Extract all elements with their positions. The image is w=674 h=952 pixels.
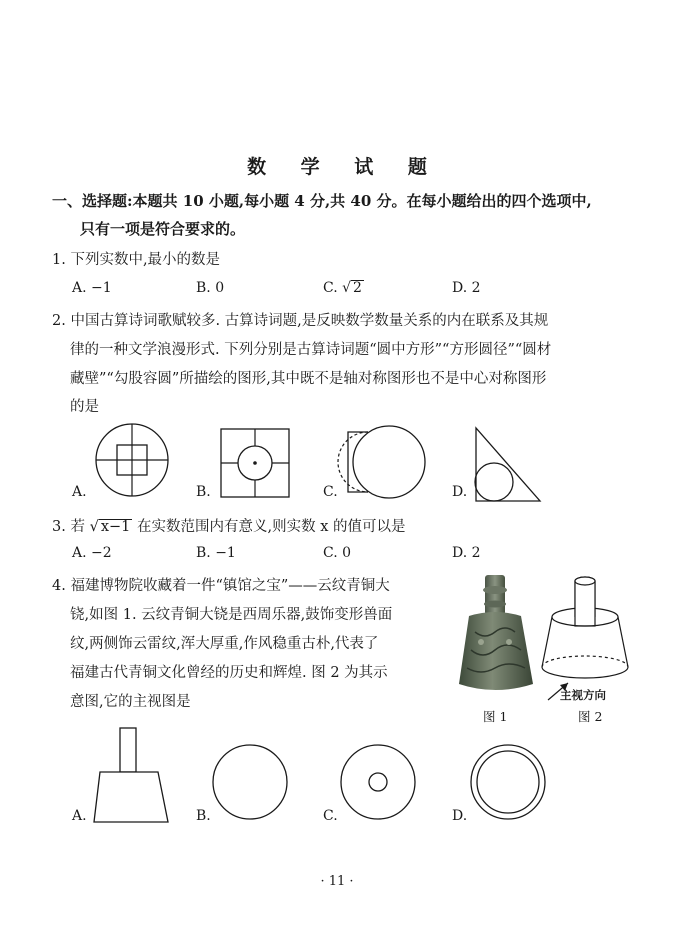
- q3-stem: [52, 515, 406, 536]
- bronze-bell-photo: [455, 572, 539, 702]
- q1-option-c-prefix: C.: [323, 280, 343, 296]
- q4-figure-c: [340, 744, 420, 824]
- q2-stem-line2: 律的一种文学浪漫形式. 下列分别是古算诗词题“圆中方形”“方形圆径”“圆材: [70, 342, 552, 358]
- q4-figure-a: [92, 726, 172, 826]
- sqrt-sign: √: [89, 519, 99, 535]
- q3-option-c: C. 0: [323, 545, 352, 561]
- q1-option-d: D. 2: [452, 280, 481, 296]
- view-direction-label: 主视方向: [560, 688, 606, 702]
- q4-label-a: A.: [72, 808, 87, 824]
- q1-option-b: B. 0: [196, 280, 225, 296]
- q4-stem-line3: 纹,两侧饰云雷纹,浑大厚重,作风稳重古朴,代表了: [70, 636, 379, 652]
- q1-stem: 1. 下列实数中,最小的数是: [52, 252, 221, 268]
- section-header-line2: 只有一项是符合要求的。: [80, 220, 246, 238]
- q4-stem-line5: 意图,它的主视图是: [70, 694, 191, 710]
- sqrt-sign: √: [342, 280, 352, 296]
- page-title: 数 学 试 题: [247, 156, 441, 178]
- q2-label-c: C.: [323, 484, 338, 500]
- q2-stem-line4: 的是: [70, 399, 99, 415]
- q3-option-b: B. −1: [196, 545, 236, 561]
- figure2-caption: 图 2: [578, 709, 603, 724]
- q1-option-c-radicand: 2: [353, 280, 362, 296]
- q2-figure-a: [95, 423, 175, 503]
- q2-figure-d: [474, 426, 544, 506]
- section-header-line1: 一、选择题:本题共 10 小题,每小题 4 分,共 40 分。在每小题给出的四个选项中,: [52, 192, 592, 210]
- q3-option-a: A. −2: [72, 545, 112, 561]
- q2-stem-line1: 2. 中国古算诗词歌赋较多. 古算诗词题,是反映数学数量关系的内在联系及其规: [52, 313, 549, 329]
- figure1-caption: 图 1: [483, 709, 508, 724]
- q4-stem-line4: 福建古代青铜文化曾经的历史和辉煌. 图 2 为其示: [70, 665, 388, 681]
- q2-figure-b: [220, 428, 292, 500]
- q1-option-c: [323, 280, 364, 296]
- q2-label-a: A.: [72, 484, 87, 500]
- q4-figure-b: [212, 744, 292, 824]
- q3-radicand: x−1: [100, 519, 131, 535]
- q3-option-d: D. 2: [452, 545, 481, 561]
- q2-stem-line3: 藏壁”“勾股容圆”所描绘的图形,其中既不是轴对称图形也不是中心对称图形: [70, 371, 547, 387]
- q4-label-b: B.: [196, 808, 211, 824]
- q2-label-b: B.: [196, 484, 211, 500]
- q4-label-c: C.: [323, 808, 338, 824]
- q3-stem-prefix: 3. 若: [52, 519, 90, 535]
- q2-label-d: D.: [452, 484, 468, 500]
- q4-stem-line1: 4. 福建博物院收藏着一件“镇馆之宝”——云纹青铜大: [52, 578, 390, 594]
- q4-label-d: D.: [452, 808, 468, 824]
- q2-figure-c: [340, 425, 430, 505]
- page-number: · 11 ·: [320, 874, 354, 889]
- q4-figure-d: [470, 744, 550, 824]
- q4-stem-line2: 铙,如图 1. 云纹青铜大铙是西周乐器,鼓饰变形兽面: [70, 607, 393, 623]
- q3-stem-suffix: 在实数范围内有意义,则实数 x 的值可以是: [132, 519, 406, 535]
- q1-option-a: A. −1: [72, 280, 112, 296]
